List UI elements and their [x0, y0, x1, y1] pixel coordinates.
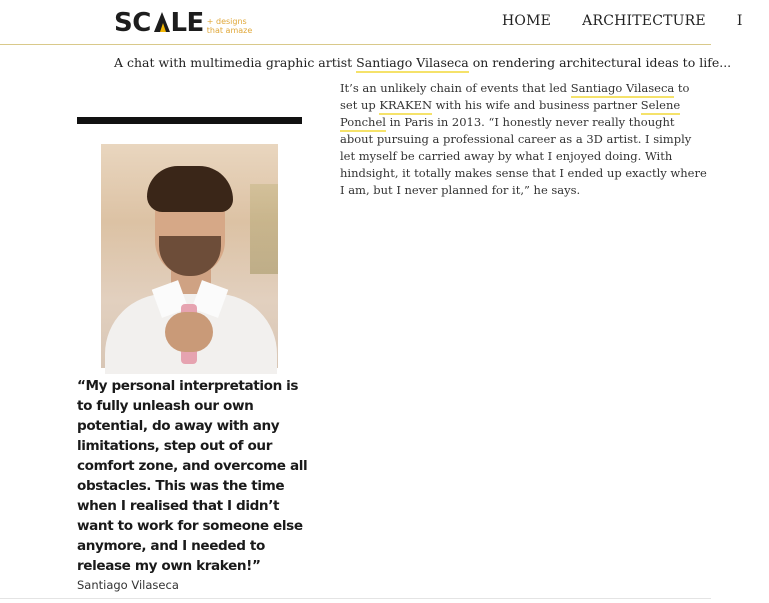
intro-text-after: on rendering architectural ideas to life...: [468, 55, 732, 70]
nav-next-item[interactable]: I: [736, 13, 743, 29]
article-text-1: It’s an unlikely chain of events that led: [340, 81, 571, 95]
article-text-3: with his wife and business partner: [432, 98, 641, 112]
main-nav: [502, 10, 769, 29]
article-text-4: in Paris in 2013. “I honestly never really thought about pursuing a professional career as a 3D artist. I simply let myself be carried away by what I enjoyed doing. With hindsight, it totally makes sense that I ended up exactly where I am, but I never planned for it,” he says.: [340, 115, 707, 197]
article-partner-link[interactable]: Selene Ponchel: [340, 98, 680, 132]
article-body: [340, 80, 708, 199]
intro-text-before: A chat with multimedia graphic artist: [114, 55, 357, 70]
intro-person-link[interactable]: Santiago Vilaseca: [356, 55, 469, 73]
logo-wordmark: [114, 8, 204, 38]
section-divider: [77, 117, 302, 124]
site-header: [0, 0, 743, 45]
nav-architecture[interactable]: ARCHITECTURE: [582, 13, 706, 29]
nav-home[interactable]: HOME: [502, 13, 552, 29]
logo-text-pre: SC: [114, 8, 151, 38]
portrait-photo: [101, 144, 278, 368]
article-text-2: to set up: [340, 81, 690, 112]
bottom-divider: [0, 598, 711, 599]
article-intro: [114, 55, 732, 70]
article-company-link[interactable]: KRAKEN: [379, 98, 432, 115]
logo-tagline-line-2: that amaze: [206, 26, 253, 35]
article-person-link[interactable]: Santiago Vilaseca: [571, 81, 675, 98]
logo-text-post: LE: [170, 8, 204, 38]
site-logo[interactable]: [114, 8, 252, 38]
logo-tagline: [207, 17, 253, 35]
quote-author: Santiago Vilaseca: [77, 578, 179, 592]
logo-a-icon: [151, 8, 171, 38]
pull-quote: “My personal interpretation is to fully unleash our own potential, do away with any limitations, step out of our comfort zone, and overcome all obstacles. This was the time when I realised that I didn’t want to work for someone else anymore, and I needed to release my own kraken!”: [77, 378, 308, 574]
logo-tagline-line-1: + designs: [206, 17, 247, 26]
